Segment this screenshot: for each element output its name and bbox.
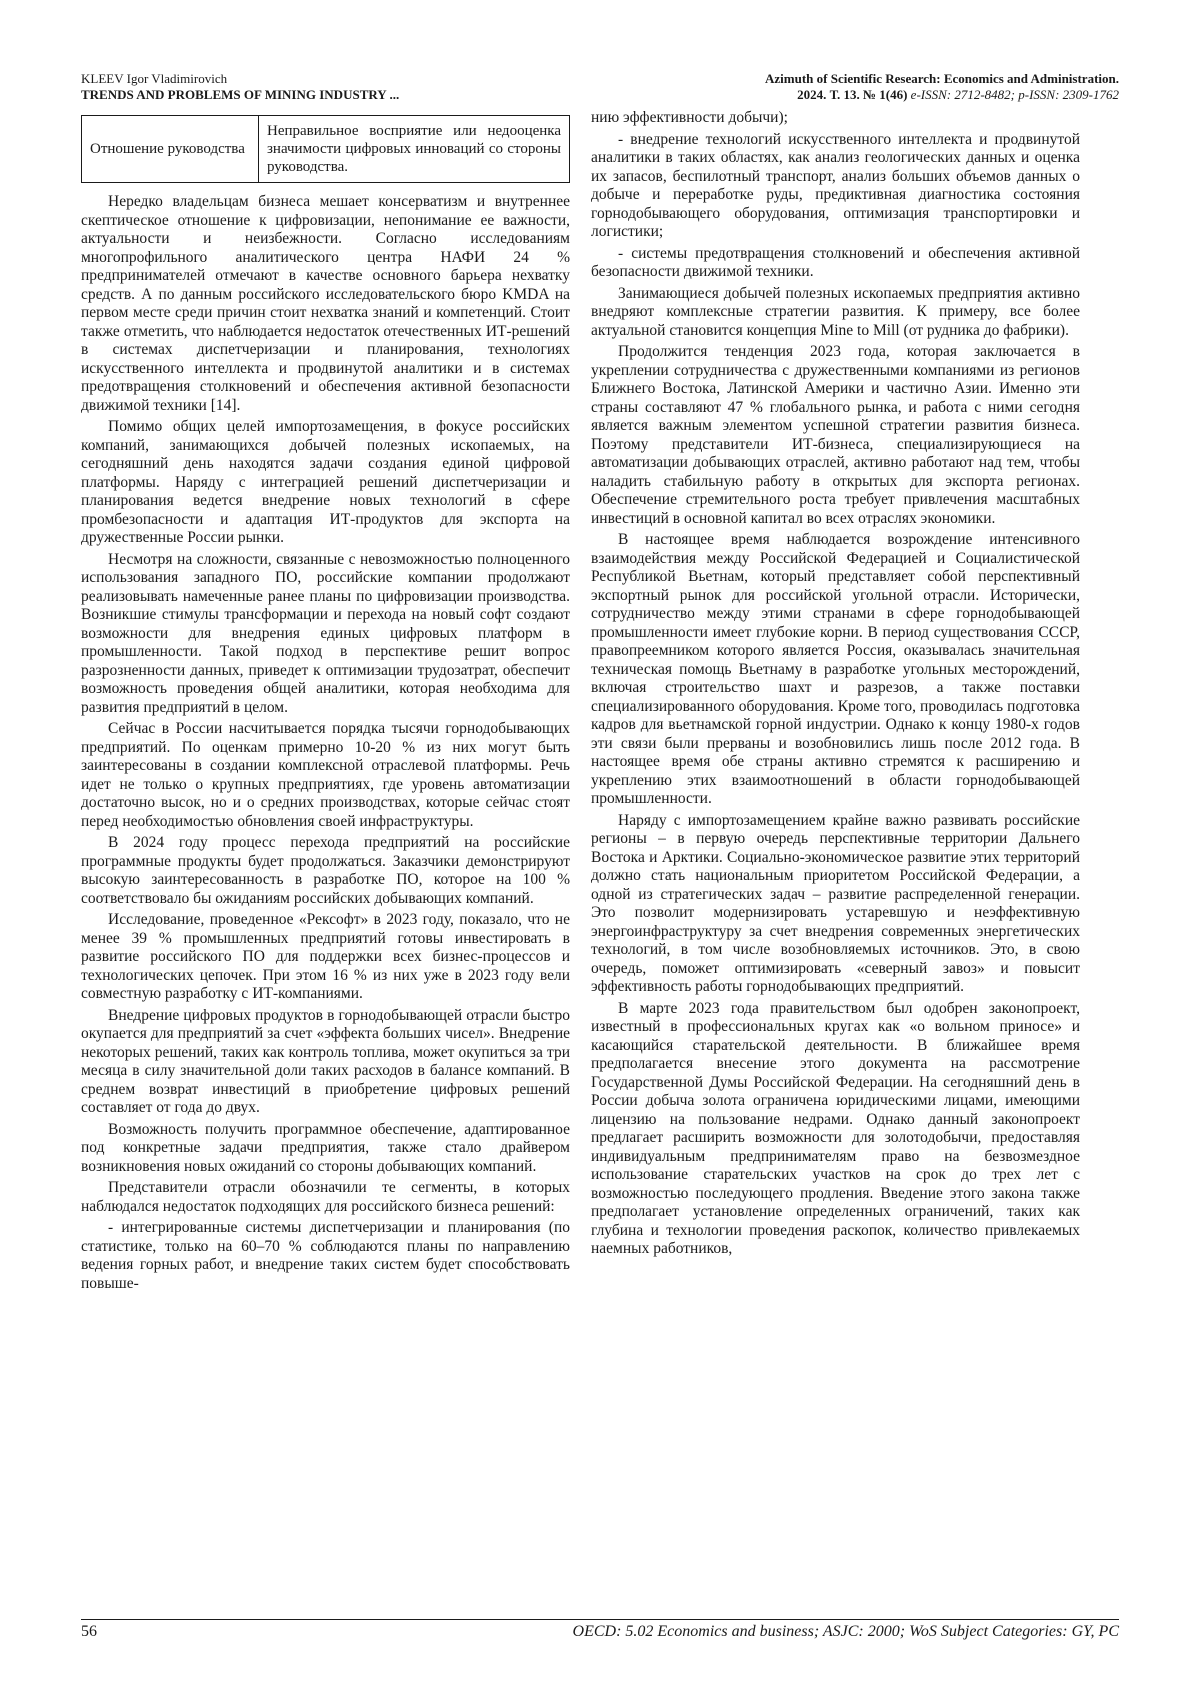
paragraph: Нередко владельцам бизнеса мешает консерватизм и внутреннее скептическое отношение к цифровизации, непонимание ее важности, актуальности и неизбежности. Согласно исследованиям многопрофильного аналитического центра НАФИ 24 % предпринимателей отмечают в качестве основного барьера нехватку средств. А по данным российского исследовательского бюро KMDA на первом месте среди причин стоит нехватка знаний и компетенций. Стоит также отметить, что наблюдается недостаток отечественных ИТ-решений в системах диспетчеризации и планирования, технологиях искусственного интеллекта и продвинутой аналитики и в системах предотвращения столкновений и обеспечения активной безопасности движимой техники [14].	[81, 193, 570, 414]
header-left	[81, 71, 399, 103]
page-footer	[81, 1623, 1119, 1641]
paragraph: Возможность получить программное обеспечение, адаптированное под конкретные задачи предприятия, также стало драйвером возникновения новых ожиданий со стороны добывающих компаний.	[81, 1120, 570, 1175]
paragraph: В марте 2023 года правительством был одобрен законопроект, известный в профессиональных кругах как «о вольном приносе» и касающийся старательской деятельности. В ближайшее время предполагается внесение этого документа на рассмотрение Государственной Думы Российской Федерации. На сегодняшний день в России добыча золота ограничена юридическими лицами, имеющими лицензию на пользование недрами. Однако данный законопроект предлагает расширить возможности для золотодобычи, предоставляя индивидуальным предпринимателям право на безвозмездное использование старательских участков на срок до трех лет с возможностью последующего продления. Введение этого закона также предполагает установление определенных ограничений, таких как глубина и технологии проведения раскопок, количество привлекаемых наемных работников,	[591, 999, 1080, 1257]
paragraph: В настоящее время наблюдается возрождение интенсивного взаимодействия между Российской Федерацией и Социалистической Республикой Вьетнам, который представляет собой перспективный экспортный рынок для российской угольной отрасли. Исторически, сотрудничество между этими странами в сфере горнодобывающей промышленности имеет глубокие корни. В период существования СССР, правопреемником которого является Россия, оказывалась значительная техническая помощь Вьетнаму в разработке угольных месторождений, включая строительство шахт и разрезов, а также поставки специализированного оборудования. Кроме того, проводилась подготовка кадров для вьетнамской горной индустрии. Однако к концу 1980-х годов эти связи были прерваны и возобновились лишь после 2012 года. В настоящее время обе страны активно стремятся к расширению и укреплению этих взаимоотношений в области горнодобывающей промышленности.	[591, 531, 1080, 807]
paragraph: Наряду с импортозамещением крайне важно развивать российские регионы – в первую очередь перспективные территории Дальнего Востока и Арктики. Социально-экономическое развитие этих территорий должно стать национальным приоритетом Российской Федерации, а одной из стратегических задач – развитие распределенной генерации. Это позволит модернизировать устаревшую и неэффективную энергоинфраструктуру за счет внедрения современных энергетических технологий, в том числе возобновляемых источников. Это, в свою очередь, поможет оптимизировать «северный завоз» и повысит эффективность работы горнодобывающих предприятий.	[591, 811, 1080, 995]
right-column	[591, 109, 1080, 1262]
table-cell-factor: Отношение руководства	[82, 116, 259, 183]
paragraph: Внедрение цифровых продуктов в горнодобывающей отрасли быстро окупается для предприятий за счет «эффекта больших чисел». Внедрение некоторых решений, таких как контроль топлива, может окупиться за три месяца в силу значительной доли таких расходов в балансе компаний. В среднем возврат инвестиций в приобретение цифровых решений составляет от года до двух.	[81, 1006, 570, 1116]
list-item: - интегрированные системы диспетчеризации и планирования (по статистике, только на 60–70 % соблюдаются планы по направлению ведения горных работ, и внедрение таких систем будет способствовать повыше-	[81, 1219, 570, 1292]
page-number: 56	[81, 1623, 97, 1640]
barriers-table	[81, 115, 570, 183]
header-issue-issn: 2024. Т. 13. № 1(46) e-ISSN: 2712-8482; p-ISSN: 2309-1762	[797, 87, 1119, 102]
header-article-title: TRENDS AND PROBLEMS OF MINING INDUSTRY ...	[81, 87, 400, 102]
paragraph: Продолжится тенденция 2023 года, которая заключается в укреплении сотрудничества с дружественными компаниями из регионов Ближнего Востока, Латинской Америки и частично Азии. Именно эти страны составляют 47 % глобального рынка, и работа с ними сегодня является важным элементом успешной стратегии развития бизнеса. Поэтому представители ИТ-бизнеса, специализирующиеся на автоматизации добывающих отраслей, активно работают над тем, чтобы наладить стабильную работу в открытых для экспорта регионах. Обеспечение стремительного роста требует привлечения масштабных инвестиций в основной капитал во всех отраслях экономики.	[591, 343, 1080, 527]
left-column	[81, 103, 570, 1296]
header-right	[765, 71, 1119, 103]
paragraph: Занимающиеся добычей полезных ископаемых предприятия активно внедряют комплексные стратегии развития. К примеру, все более актуальной становится концепция Mine to Mill (от рудника до фабрики).	[591, 284, 1080, 339]
running-header	[81, 71, 1119, 103]
list-item-continuation: нию эффективности добычи);	[591, 109, 788, 126]
table-row	[82, 116, 570, 183]
table-cell-description: Неправильное восприятие или недооценка значимости цифровых инноваций со стороны руководства.	[259, 116, 570, 183]
list-item: - внедрение технологий искусственного интеллекта и продвинутой аналитики в таких областях, как анализ геологических данных и оценка их запасов, беспилотный транспорт, анализ больших объемов данных о добыче и переработке руды, предиктивная диагностика состояния горнодобывающего оборудования, оптимизация транспортировки и логистики;	[591, 130, 1080, 240]
header-journal: Azimuth of Scientific Research: Economics and Administration.	[765, 71, 1119, 86]
paragraph: Несмотря на сложности, связанные с невозможностью полноценного использования западного ПО, российские компании продолжают реализовывать намеченные ранее планы по цифровизации производства. Возникшие стимулы трансформации и перехода на новый софт создают возможности для внедрения единых цифровых платформ в промышленности. Такой подход в перспективе решит вопрос разрозненности данных, приведет к оптимизации трудозатрат, обеспечит возможность проведения общей аналитики, которая необходима для развития предприятий в целом.	[81, 550, 570, 716]
paragraph: В 2024 году процесс перехода предприятий на российские программные продукты будет продолжаться. Заказчики демонстрируют высокую заинтересованность в разработке ПО, которое на 100 % соответствовало бы ожиданиям российских добывающих компаний.	[81, 834, 570, 907]
subject-classification: OECD: 5.02 Economics and business; ASJC: 2000; WoS Subject Categories: GY, PC	[572, 1623, 1119, 1640]
header-author: KLEEV Igor Vladimirovich	[81, 71, 228, 86]
list-item: - системы предотвращения столкновений и обеспечения активной безопасности движимой техники.	[591, 244, 1080, 280]
footer-rule	[81, 1619, 1119, 1620]
paragraph: Сейчас в России насчитывается порядка тысячи горнодобывающих предприятий. По оценкам примерно 10-20 % из них могут быть заинтересованы в создании комплексной отраслевой платформы. Речь идет не только о крупных предприятиях, где уровень автоматизации достаточно высок, но и о средних производствах, которые сейчас стоят перед необходимостью обновления своей инфраструктуры.	[81, 720, 570, 830]
paragraph: Исследование, проведенное «Рексофт» в 2023 году, показало, что не менее 39 % промышленных предприятий готовы инвестировать в развитие российского ПО для поддержки всех бизнес-процессов и технологических цепочек. При этом 16 % из них уже в 2023 году вели совместную разработку с ИТ-компаниями.	[81, 911, 570, 1002]
paragraph: Помимо общих целей импортозамещения, в фокусе российских компаний, занимающихся добычей полезных ископаемых, на сегодняшний день находятся задачи создания единой цифровой платформы. Наряду с интеграцией решений диспетчеризации и планирования ведется внедрение новых технологий в сфере промбезопасности и адаптация ИТ-продуктов для экспорта на дружественные России рынки.	[81, 418, 570, 546]
paragraph: Представители отрасли обозначили те сегменты, в которых наблюдался недостаток подходящих для российского бизнеса решений:	[81, 1179, 570, 1215]
